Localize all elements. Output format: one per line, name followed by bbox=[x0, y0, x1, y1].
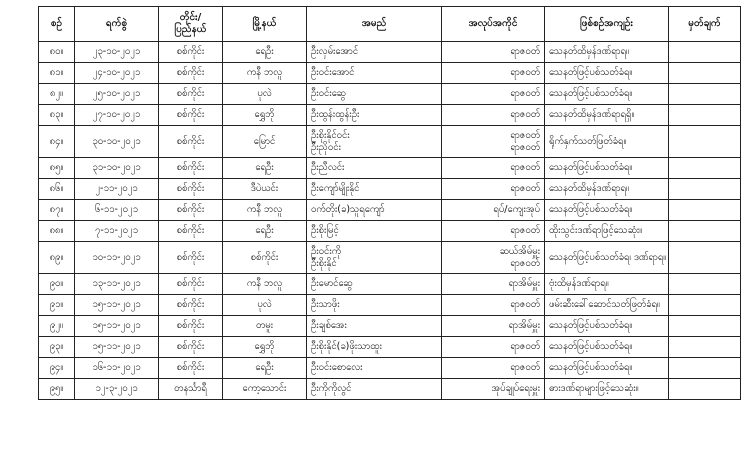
table-row bbox=[39, 179, 741, 200]
row-occupation-line: ရာအိမ်မှူး bbox=[508, 320, 540, 331]
table-row bbox=[39, 316, 741, 337]
row-occupation-line: ရာဇဝတ် bbox=[510, 362, 540, 373]
table-row bbox=[39, 295, 741, 316]
row-name-line: ဦးစိုးမြင့် bbox=[311, 225, 339, 236]
row-township: ရေဦး bbox=[223, 358, 307, 379]
row-occupation-line: ရာဇဝတ် bbox=[510, 162, 540, 173]
header-region: တိုင်း/ ပြည်နယ် bbox=[159, 7, 223, 42]
row-number: ၈၂။ bbox=[39, 84, 75, 105]
row-number: ၉၅။ bbox=[39, 379, 75, 400]
row-remark bbox=[669, 63, 741, 84]
row-remark bbox=[669, 42, 741, 63]
table-row bbox=[39, 337, 741, 358]
row-name bbox=[307, 126, 442, 158]
row-remark bbox=[669, 200, 741, 221]
header-date: ရက်စွဲ bbox=[75, 7, 159, 42]
row-name-line: ဦးဝင်းကို bbox=[311, 245, 341, 257]
row-region: စစ်ကိုင်း bbox=[159, 63, 223, 84]
row-occupation bbox=[442, 274, 545, 295]
row-region: စစ်ကိုင်း bbox=[159, 274, 223, 295]
row-occupation bbox=[442, 358, 545, 379]
row-name-line: ဦးမောင်ဆွေ bbox=[311, 278, 353, 289]
row-name-line: ဦးညိုဝင်း bbox=[311, 141, 341, 153]
row-occupation-line: ရာဇဝတ် bbox=[510, 88, 540, 99]
row-occupation bbox=[442, 316, 545, 337]
row-number: ၉၂။ bbox=[39, 316, 75, 337]
row-remark bbox=[669, 84, 741, 105]
row-remark bbox=[669, 358, 741, 379]
table-row bbox=[39, 242, 741, 274]
row-occupation bbox=[442, 126, 545, 158]
row-township: ဒီပဲယင်း bbox=[223, 179, 307, 200]
row-incident: သေနတ်ဖြင့်ပစ်သတ်ခံရ။ bbox=[545, 63, 669, 84]
row-region: စစ်ကိုင်း bbox=[159, 358, 223, 379]
row-incident: သေနတ်ထိမှန်ဒဏ်ရာရ။ bbox=[545, 179, 669, 200]
header-remark: မှတ်ချက် bbox=[669, 7, 741, 42]
row-township: ကော့သောင်း bbox=[223, 379, 307, 400]
row-name-line: ဦးစိုးနိုင်(ခ)ဖိုးသာထူး bbox=[311, 341, 382, 352]
row-township: စစ်ကိုင်း bbox=[223, 242, 307, 274]
row-name-line: ဦးညီလင်း bbox=[311, 162, 345, 173]
row-region: စစ်ကိုင်း bbox=[159, 316, 223, 337]
row-township: ကနီ ဘလူ bbox=[223, 274, 307, 295]
table-row bbox=[39, 42, 741, 63]
row-remark bbox=[669, 179, 741, 200]
row-occupation bbox=[442, 200, 545, 221]
row-number: ၉၁။ bbox=[39, 295, 75, 316]
row-region: စစ်ကိုင်း bbox=[159, 158, 223, 179]
row-name-line: ဦးလှမ်းအောင် bbox=[311, 46, 359, 57]
row-region: စစ်ကိုင်း bbox=[159, 295, 223, 316]
row-remark bbox=[669, 158, 741, 179]
row-name-line: ဦးကိုကိုလွင် bbox=[311, 383, 352, 394]
row-date: ၁၆-၁၁-၂၀၂၁ bbox=[75, 358, 159, 379]
row-occupation bbox=[442, 105, 545, 126]
row-region: စစ်ကိုင်း bbox=[159, 42, 223, 63]
row-name bbox=[307, 379, 442, 400]
row-incident: သေနတ်ဖြင့်ပစ်သတ်ခံရ။ bbox=[545, 84, 669, 105]
row-region: စစ်ကိုင်း bbox=[159, 221, 223, 242]
table-row bbox=[39, 379, 741, 400]
row-remark bbox=[669, 221, 741, 242]
row-name bbox=[307, 274, 442, 295]
row-occupation bbox=[442, 379, 545, 400]
row-remark bbox=[669, 242, 741, 274]
row-number: ၈၇။ bbox=[39, 200, 75, 221]
row-number: ၈၅။ bbox=[39, 158, 75, 179]
header-town: မြို့နယ် bbox=[223, 7, 307, 42]
row-name bbox=[307, 358, 442, 379]
row-township: ရေဦး bbox=[223, 158, 307, 179]
row-region: စစ်ကိုင်း bbox=[159, 126, 223, 158]
row-name bbox=[307, 316, 442, 337]
row-occupation-line: ရာဇဝတ် bbox=[510, 67, 540, 78]
table-row bbox=[39, 105, 741, 126]
row-name bbox=[307, 84, 442, 105]
row-remark bbox=[669, 274, 741, 295]
row-number: ၈၁။ bbox=[39, 63, 75, 84]
row-name bbox=[307, 105, 442, 126]
row-name-line: ဦးဝင်းဆွေ bbox=[311, 88, 346, 99]
row-date: ၂၃-၁၀-၂၀၂၁ bbox=[75, 42, 159, 63]
table-row bbox=[39, 200, 741, 221]
row-incident: ဖမ်းဆီးခေါ်ဆောင်သတ်ဖြတ်ခံရ။ bbox=[545, 295, 669, 316]
incident-table bbox=[38, 6, 741, 400]
row-name bbox=[307, 242, 442, 274]
row-date: ၁၃-၁၁-၂၀၂၁ bbox=[75, 274, 159, 295]
row-name bbox=[307, 295, 442, 316]
row-township: ပုလဲ bbox=[223, 295, 307, 316]
table-row bbox=[39, 84, 741, 105]
row-township: ကနီ ဘလူ bbox=[223, 200, 307, 221]
row-incident: ထိုးသွင်းဒဏ်ရာဖြင့်သေဆုံး။ bbox=[545, 221, 669, 242]
row-remark bbox=[669, 316, 741, 337]
row-incident: သေနတ်ဖြင့်ပစ်သတ်ခံရ။ bbox=[545, 358, 669, 379]
row-township: ရေဦး bbox=[223, 221, 307, 242]
row-township: မြောင် bbox=[223, 126, 307, 158]
row-name bbox=[307, 42, 442, 63]
row-occupation-line: ရပ်/ကျေးအုပ် bbox=[493, 204, 540, 215]
row-name-line: ဦးစိုးနိုင် bbox=[311, 257, 337, 269]
row-incident: သေနတ်ထိမှန်ဒဏ်ရာရ။ bbox=[545, 42, 669, 63]
row-date: ၂၄-၁၀-၂၀၂၁ bbox=[75, 63, 159, 84]
row-name-line: ဦးစိုးနိုင်ဝင်း bbox=[311, 129, 350, 141]
row-township: တမူး bbox=[223, 316, 307, 337]
row-date: ၃၁-၁၀-၂၀၂၁ bbox=[75, 158, 159, 179]
header-case: ဖြစ်စဉ်အကျဉ်း bbox=[545, 7, 669, 42]
row-region: စစ်ကိုင်း bbox=[159, 105, 223, 126]
row-remark bbox=[669, 379, 741, 400]
table-row bbox=[39, 158, 741, 179]
row-occupation-line: ရာဇဝတ် bbox=[510, 109, 540, 120]
row-township: ပုလဲ bbox=[223, 84, 307, 105]
row-remark bbox=[669, 105, 741, 126]
row-occupation bbox=[442, 84, 545, 105]
table-row bbox=[39, 126, 741, 158]
row-occupation-line: အုပ်ချုပ်ရေးမှူး bbox=[491, 383, 540, 394]
row-occupation-line: ရာဇဝတ် bbox=[510, 299, 540, 310]
row-name-line: ဦးချစ်အေး bbox=[311, 320, 347, 331]
row-incident: သေနတ်ဖြင့်ပစ်သတ်ခံရ။ bbox=[545, 200, 669, 221]
row-occupation-line: ရာဇဝတ် bbox=[510, 183, 540, 194]
row-township: ရွှေဘို bbox=[223, 337, 307, 358]
row-name-line: ဦးထွန်းထွန်းဦး bbox=[311, 109, 360, 120]
row-date: ၃၀-၁၀-၂၀၂၁ bbox=[75, 126, 159, 158]
row-name bbox=[307, 179, 442, 200]
row-number: ၉၄။ bbox=[39, 358, 75, 379]
table-row bbox=[39, 221, 741, 242]
row-occupation-line: ဆယ်အိမ်မှူး bbox=[499, 245, 540, 257]
row-date: ၁၅-၁၁-၂၀၂၁ bbox=[75, 316, 159, 337]
row-number: ၈၈။ bbox=[39, 221, 75, 242]
row-number: ၈၀။ bbox=[39, 42, 75, 63]
row-township: ရွှေဘို bbox=[223, 105, 307, 126]
row-name bbox=[307, 221, 442, 242]
row-occupation-line: ရာဇဝတ် bbox=[510, 341, 540, 352]
row-occupation bbox=[442, 295, 545, 316]
header-type: အလုပ်အကိုင် bbox=[442, 7, 545, 42]
row-number: ၉၃။ bbox=[39, 337, 75, 358]
table-body bbox=[39, 42, 741, 400]
row-number: ၉၀။ bbox=[39, 274, 75, 295]
row-date: ၁၅-၁၁-၂၀၂၁ bbox=[75, 337, 159, 358]
row-name bbox=[307, 337, 442, 358]
row-name-line: ဦးဝင်းအောင် bbox=[311, 67, 355, 78]
table-row bbox=[39, 63, 741, 84]
row-region: စစ်ကိုင်း bbox=[159, 337, 223, 358]
row-occupation bbox=[442, 242, 545, 274]
row-date: ၁၀-၁၁-၂၀၂၁ bbox=[75, 242, 159, 274]
row-incident: သေနတ်ဖြင့်ပစ်သတ်ခံရ။ bbox=[545, 316, 669, 337]
row-occupation-line: ရာအိမ်မှူး bbox=[508, 278, 540, 289]
header-no: စဉ် bbox=[39, 7, 75, 42]
row-remark bbox=[669, 295, 741, 316]
row-region: စစ်ကိုင်း bbox=[159, 242, 223, 274]
row-occupation-line: ရာဇဝတ် bbox=[510, 129, 540, 141]
row-date: ၂၅-၁၀-၂၀၂၁ bbox=[75, 84, 159, 105]
row-date: ၁၅-၁၁-၂၀၂၁ bbox=[75, 295, 159, 316]
row-number: ၈၉။ bbox=[39, 242, 75, 274]
header-name: အမည် bbox=[307, 7, 442, 42]
row-occupation bbox=[442, 337, 545, 358]
row-name bbox=[307, 158, 442, 179]
row-occupation-line: ရာဇဝတ် bbox=[510, 141, 540, 153]
row-number: ၈၆။ bbox=[39, 179, 75, 200]
row-number: ၈၄။ bbox=[39, 126, 75, 158]
row-region: စစ်ကိုင်း bbox=[159, 200, 223, 221]
row-incident: ဗုံးထိမှန်ဒဏ်ရာရ။ bbox=[545, 274, 669, 295]
row-remark bbox=[669, 126, 741, 158]
row-region: စစ်ကိုင်း bbox=[159, 179, 223, 200]
row-region: တနင်္သာရီ bbox=[159, 379, 223, 400]
table-row bbox=[39, 358, 741, 379]
row-occupation-line: ရာဇဝတ် bbox=[510, 257, 540, 269]
row-name-line: ဦးသာဖိုး bbox=[311, 299, 340, 310]
row-date: ၂၇-၁၀-၂၀၂၁ bbox=[75, 105, 159, 126]
row-name bbox=[307, 200, 442, 221]
row-incident: ဓားဒဏ်ရာများဖြင့်သေဆုံး။ bbox=[545, 379, 669, 400]
row-occupation bbox=[442, 179, 545, 200]
row-incident: ရိုက်နှက်သတ်ဖြတ်ခံရ။ bbox=[545, 126, 669, 158]
table-row bbox=[39, 274, 741, 295]
row-township: ကနီ ဘလူ bbox=[223, 63, 307, 84]
row-name-line: ဝက်တိုး(ခ)သူရကျော် bbox=[311, 204, 385, 215]
row-occupation bbox=[442, 158, 545, 179]
row-occupation bbox=[442, 63, 545, 84]
row-incident: သေနတ်ဖြင့်ပစ်သတ်ခံရ၊ ဒဏ်ရာရ။ bbox=[545, 242, 669, 274]
row-name-line: ဦးဝင်းစောလေး bbox=[311, 362, 363, 373]
row-number: ၈၃။ bbox=[39, 105, 75, 126]
row-township: ရေဦး bbox=[223, 42, 307, 63]
row-name-line: ဦးကျော်မျိုးနိုင် bbox=[311, 183, 360, 194]
row-date: ၆-၁၁-၂၀၂၁ bbox=[75, 200, 159, 221]
row-region: စစ်ကိုင်း bbox=[159, 84, 223, 105]
row-occupation-line: ရာဇဝတ် bbox=[510, 225, 540, 236]
row-incident: သေနတ်ဖြင့်ပစ်သတ်ခံရ။ bbox=[545, 158, 669, 179]
row-name bbox=[307, 63, 442, 84]
row-occupation bbox=[442, 42, 545, 63]
row-date: ၇-၁၁-၂၀၂၁ bbox=[75, 221, 159, 242]
row-occupation-line: ရာဇဝတ် bbox=[510, 46, 540, 57]
row-remark bbox=[669, 337, 741, 358]
table-header-row bbox=[39, 7, 741, 42]
row-incident: သေနတ်ထိမှန်ဒဏ်ရာရရှိ။ bbox=[545, 105, 669, 126]
row-date: ၂-၁၁-၂၀၂၁ bbox=[75, 179, 159, 200]
row-occupation bbox=[442, 221, 545, 242]
row-date: ၁၂-၃-၂၀၂၁ bbox=[75, 379, 159, 400]
row-incident: သေနတ်ဖြင့်ပစ်သတ်ခံရ။ bbox=[545, 337, 669, 358]
